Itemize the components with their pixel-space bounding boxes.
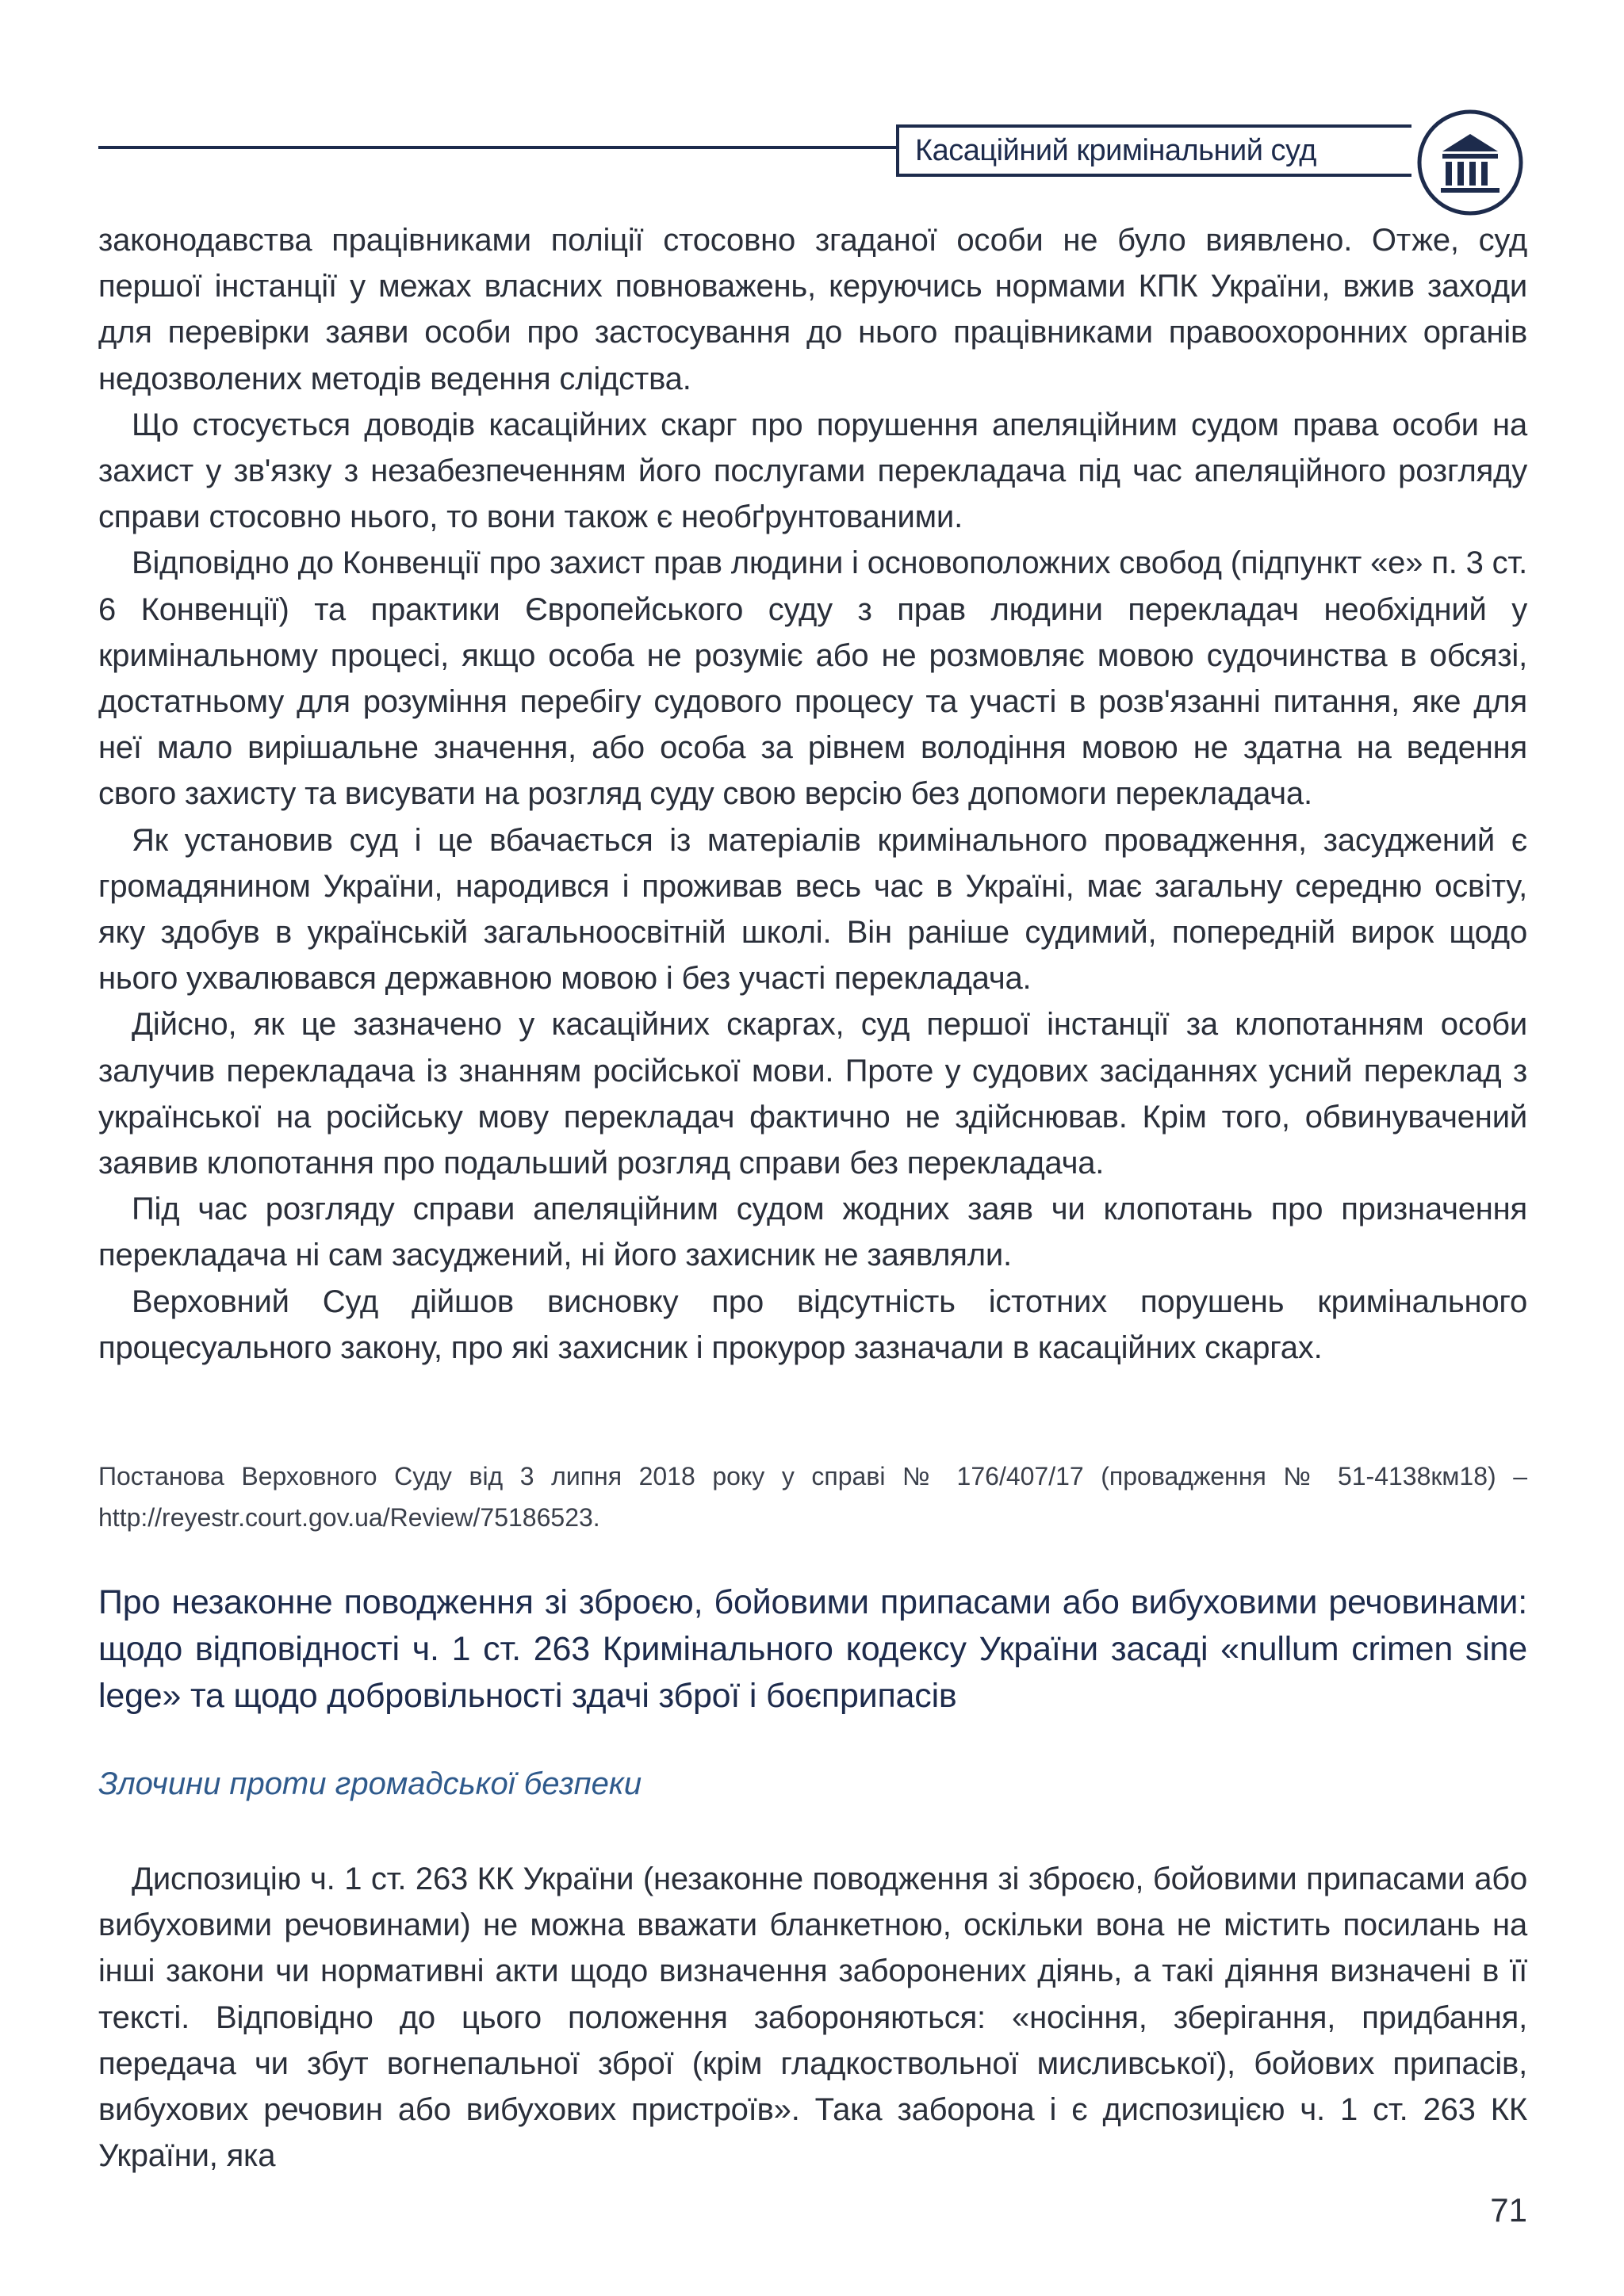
page-number: 71 <box>1490 2191 1527 2229</box>
court-building-icon <box>1415 108 1525 217</box>
case-citation: Постанова Верховного Суду від 3 липня 2018 року у справі № 176/407/17 (провадження № 51-4138км18) – http://reyestr.court.gov.ua/Review/75186523. <box>98 1462 1527 1532</box>
paragraph: Верховний Суд дійшов висновку про відсутність істотних порушень кримінального процесуального закону, про які захисник і прокурор зазначали в касаційних скаргах. <box>98 1284 1527 1365</box>
header-title-box <box>896 124 1411 177</box>
paragraph: законодавства працівниками поліції стосовно згаданої особи не було виявлено. Отже, суд першої інстанції у межах власних повноважень, керуючись нормами КПК України, вжив заходи для перевірки заяви особи про застосування до нього працівниками правоохоронних органів недозволених методів ведення слідства. <box>98 223 1527 396</box>
paragraph: Диспозицію ч. 1 ст. 263 КК України (незаконне поводження зі зброєю, бойовими припасами або вибуховими речовинами) не можна вважати бланкетною, оскільки вона не містить посилань на інші закони чи нормативні акти щодо визначення заборонених діянь, а такі діяння визначені в її тексті. Відповідно до цього положення забороняються: «носіння, зберігання, придбання, передача чи збут вогнепальної зброї (крім гладкоствольної мисливської), бойових припасів, вибухових речовин або вибухових пристроїв». Така заборона і є диспозицією ч. 1 ст. 263 КК України, яка <box>98 1862 1527 2174</box>
paragraph: Що стосується доводів касаційних скарг про порушення апеляційним судом права особи на захист у зв'язку з незабезпеченням його послугами перекладача під час апеляційного розгляду справи стосовно нього, то вони також є необґрунтованими. <box>98 407 1527 535</box>
paragraph: Під час розгляду справи апеляційним судом жодних заяв чи клопотань про призначення перекладача ні сам засуджений, ні його захисник не заявляли. <box>98 1192 1527 1273</box>
crime-category: Злочини проти громадської безпеки <box>98 1766 642 1801</box>
header-rule <box>98 146 896 149</box>
main-text-bottom <box>98 1856 1527 2179</box>
paragraph: Відповідно до Конвенції про захист прав людини і основоположних свобод (підпункт «е» п. 3 ст. 6 Конвенції) та практики Європейського суду з прав людини перекладач необхідний у кримінальному процесі, якщо особа не розуміє або не розмовляє мовою судочинства в обсязі, достатньому для розуміння перебігу судового процесу та участі в розв'язанні питання, яке для неї мало вирішальне значення, або особа за рівнем володіння мовою не здатна на ведення свого захисту та висувати на розгляд суду свою версію без допомоги перекладача. <box>98 545 1527 812</box>
header-title: Касаційний кримінальний суд <box>915 133 1316 167</box>
paragraph: Як установив суд і це вбачається із матеріалів кримінального провадження, засуджений є громадянином України, народився і проживав весь час в Україні, має загальну середню освіту, яку здобув в українській загальноосвітній школі. Він раніше судимий, попередній вирок щодо нього ухвалювався державною мовою і без участі перекладача. <box>98 822 1527 997</box>
paragraph: Дійсно, як це зазначено у касаційних скаргах, суд першої інстанції за клопотанням особи залучив перекладача із знанням російської мови. Проте у судових засіданнях усний переклад з української на російську мову перекладач фактично не здійснював. Крім того, обвинувачений заявив клопотання про подальший розгляд справи без перекладача. <box>98 1007 1527 1181</box>
main-text-top <box>98 217 1527 1371</box>
section-title: Про незаконне поводження зі зброєю, бойовими припасами або вибуховими речовинами: щодо відповідності ч. 1 ст. 263 Кримінального кодексу України засаді «nullum crimen sine lege» та щодо добровільності здачі зброї і боєприпасів <box>98 1583 1527 1715</box>
